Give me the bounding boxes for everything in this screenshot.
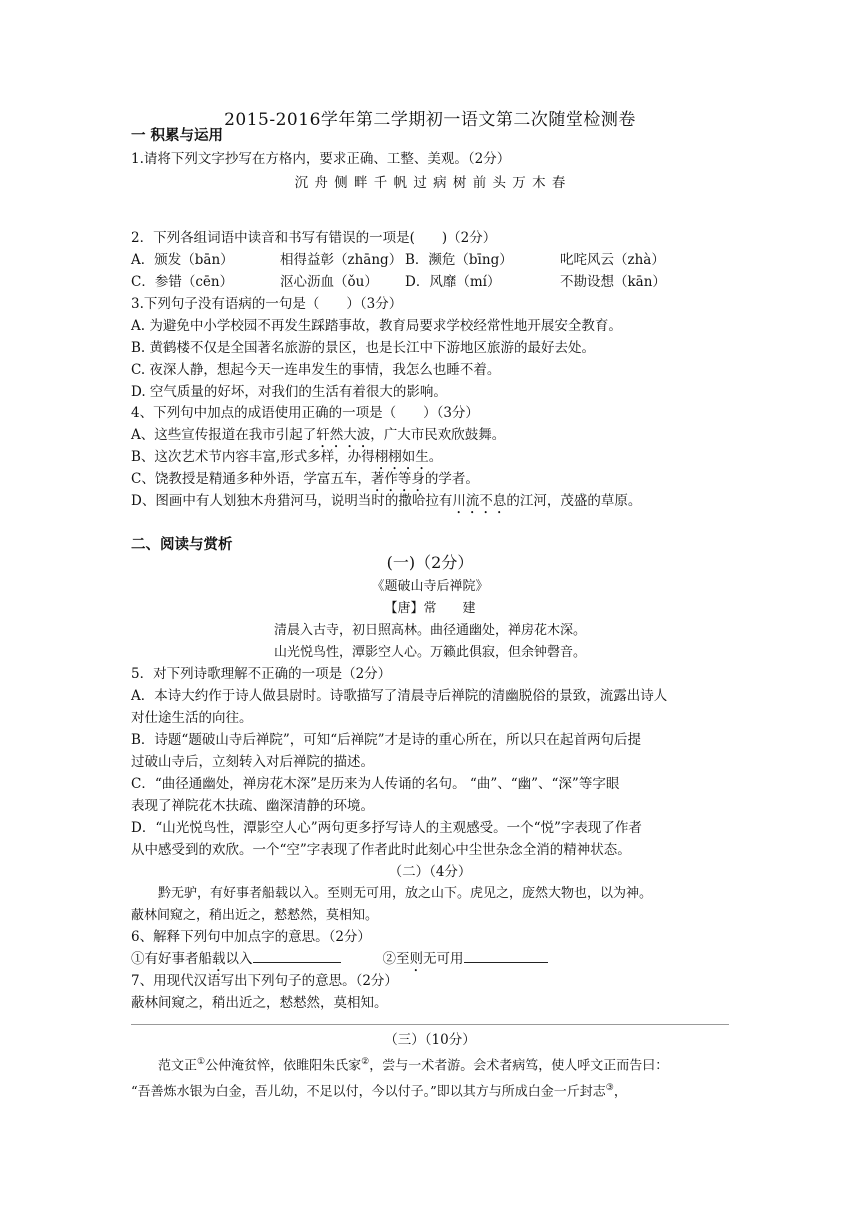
- q2-stem: 2．下列各组词语中读音和书写有错误的一项是( )（2分）: [131, 230, 497, 246]
- part3-text-2: 公仲淹贫悴，依睢阳朱氏家: [205, 1058, 362, 1074]
- part3-text-4: “吾善炼水银为白金，吾儿幼，不足以付，今以付子。”即以其方与所成白金一斤封志: [131, 1084, 606, 1100]
- q2-option-c1: C．参错（cēn）: [131, 274, 234, 290]
- q5-option-a-line2: 对仕途生活的向往。: [131, 710, 253, 726]
- poem-title: 《题破山寺后禅院》: [371, 579, 489, 594]
- q4-d-idiom: 川流不息: [452, 493, 507, 509]
- q4-b-text: B、这次艺术节内容丰富,形式多样，办得: [131, 449, 375, 465]
- section-divider: [131, 1024, 729, 1025]
- q6-item1-text: ①有好事者船: [131, 951, 212, 967]
- part3-header: （三）（10分）: [384, 1032, 476, 1048]
- q6-item1-dotted-char: 载: [212, 951, 226, 967]
- part3-passage-line1: [158, 1053, 668, 1075]
- part2-header: （二）（4分）: [388, 864, 472, 880]
- part2-passage-line2: 蔽林间窥之，稍出近之，慭慭然，莫相知。: [131, 908, 379, 923]
- part3-passage-line2: [131, 1079, 627, 1101]
- part1-header: (一)（2分）: [386, 553, 474, 572]
- q2-option-a2: 相得益彰（zhāng）: [280, 252, 403, 268]
- q5-option-c-line2: 表现了禅院花木扶疏、幽深清静的环境。: [131, 798, 374, 814]
- q4-a-text-end: ，广大市民欢欣鼓舞。: [370, 427, 506, 443]
- q7-stem: 7、用现代汉语写出下列句子的意思。（2分）: [131, 973, 398, 989]
- q5-option-b-line2: 过破山寺后，立刻转入对后禅院的描述。: [131, 754, 374, 770]
- q2-option-a1: A．颁发（bān）: [131, 252, 234, 268]
- q6-stem: 6、解释下列句中加点字的意思。（2分）: [131, 929, 371, 945]
- q5-option-a-line1: A．本诗大约作于诗人做县尉时。诗歌描写了清晨寺后禅院的清幽脱俗的景致，流露出诗人: [131, 688, 668, 704]
- q1-stem: 1.请将下列文字抄写在方格内，要求正确、工整、美观。（2分）: [131, 151, 511, 167]
- q6-item2-dotted-char: 则: [409, 951, 423, 967]
- q1-copy-text: 沉 舟 侧 畔 千 帆 过 病 树 前 头 万 木 春: [294, 175, 566, 191]
- q3-stem: 3.下列句子没有语病的一句是（ ）（3分）: [131, 296, 403, 312]
- q6-answer-blank-2[interactable]: [464, 950, 548, 963]
- q3-option-b: B. 黄鹤楼不仅是全国著名旅游的景区，也是长江中下游地区旅游的最好去处。: [131, 340, 596, 356]
- part2-passage-line1: 黔无驴，有好事者船载以入。至则无可用，放之山下。虎见之，庞然大物也，以为神。: [158, 886, 653, 901]
- q3-option-d: D. 空气质量的好坏，对我们的生活有着很大的影响。: [131, 384, 447, 400]
- footnote-marker-2: ②: [361, 1057, 370, 1067]
- footnote-marker-3: ③: [605, 1083, 614, 1093]
- q2-option-c2: 沤心沥血（ǒu）: [280, 274, 378, 290]
- q2-option-b2: 叱咤风云（zhà）: [560, 252, 665, 268]
- q6-answer-blank-1[interactable]: [253, 950, 341, 963]
- q6-item1-text-end: 以入: [225, 951, 253, 967]
- q4-c-text-end: 的学者。: [424, 471, 479, 487]
- part3-text-5: ，: [613, 1084, 627, 1100]
- poem-line-2: 山光悦鸟性，潭影空人心。万籁此俱寂，但余钟磬音。: [273, 645, 586, 660]
- q4-c-idiom: 著作等身: [370, 471, 425, 487]
- part3-text-3: ，尝与一术者游。会术者病笃，使人呼文正而告曰：: [369, 1058, 669, 1074]
- part3-text-1: 范文正: [158, 1058, 198, 1074]
- exam-title: 2015-2016学年第二学期初一语文第二次随堂检测卷: [224, 110, 636, 130]
- q4-a-text: A、这些宣传报道在我市引起了: [131, 427, 317, 443]
- q5-option-d-line1: D．“山光悦鸟性，潭影空人心”两句更多抒写诗人的主观感受。一个“悦”字表现了作者: [131, 820, 642, 836]
- q2-row-ab: [131, 251, 665, 269]
- q4-d-text-end: 的江河，茂盛的草原。: [506, 493, 642, 509]
- poem-author: 【唐】常 建: [384, 601, 476, 616]
- q4-a-idiom: 轩然大波: [316, 427, 371, 443]
- q7-sentence: 蔽林间窥之，稍出近之，慭慭然，莫相知。: [131, 995, 388, 1011]
- section2-heading: 二、阅读与赏析: [131, 536, 233, 553]
- q4-b-text-end: 。: [428, 449, 443, 465]
- q4-option-d: [131, 492, 641, 517]
- q4-b-idiom: 栩栩如生: [374, 449, 429, 465]
- q5-option-b-line1: B．诗题“题破山寺后禅院”，可知“后禅院”才是诗的重心所在，所以只在起首两句后提: [131, 732, 642, 748]
- section1-heading: 一 积累与运用: [131, 127, 224, 144]
- q6-item2-text: ②至: [382, 951, 410, 967]
- footnote-marker-1: ①: [197, 1057, 206, 1067]
- poem-line-1: 清晨入古寺，初日照高林。曲径通幽处，禅房花木深。: [273, 623, 586, 638]
- q5-option-c-line1: C．“曲径通幽处，禅房花木深”是历来为人传诵的名句。 “曲”、“幽”、“深”等字眼: [131, 776, 620, 792]
- q2-option-d1: D．风靡（mí）: [405, 274, 501, 290]
- q3-option-a: A. 为避免中小学校园不再发生踩踏事故，教育局要求学校经常性地开展安全教育。: [131, 318, 622, 334]
- q4-d-text: D、图画中有人划独木舟猎河马，说明当时的撒哈拉有: [131, 493, 453, 509]
- q5-stem: 5．对下列诗歌理解不正确的一项是（2分）: [131, 666, 392, 682]
- q2-option-b1: B．濒危（bīng）: [405, 252, 513, 268]
- q2-option-d2: 不勘设想（kān）: [560, 274, 666, 290]
- q4-stem: 4、下列句中加点的成语使用正确的一项是（ ）（3分）: [131, 405, 479, 421]
- q4-c-text: C、饶教授是精通多种外语，学富五车，: [131, 471, 371, 487]
- q6-item2-text-end: 无可用: [423, 951, 464, 967]
- q5-option-d-line2: 从中感受到的欢欣。一个“空”字表现了作者此时此刻心中尘世杂念全消的精神状态。: [131, 842, 631, 858]
- q3-option-c: C. 夜深人静，想起今天一连串发生的事情，我怎么也睡不着。: [131, 362, 501, 378]
- q2-row-cd: [131, 273, 666, 291]
